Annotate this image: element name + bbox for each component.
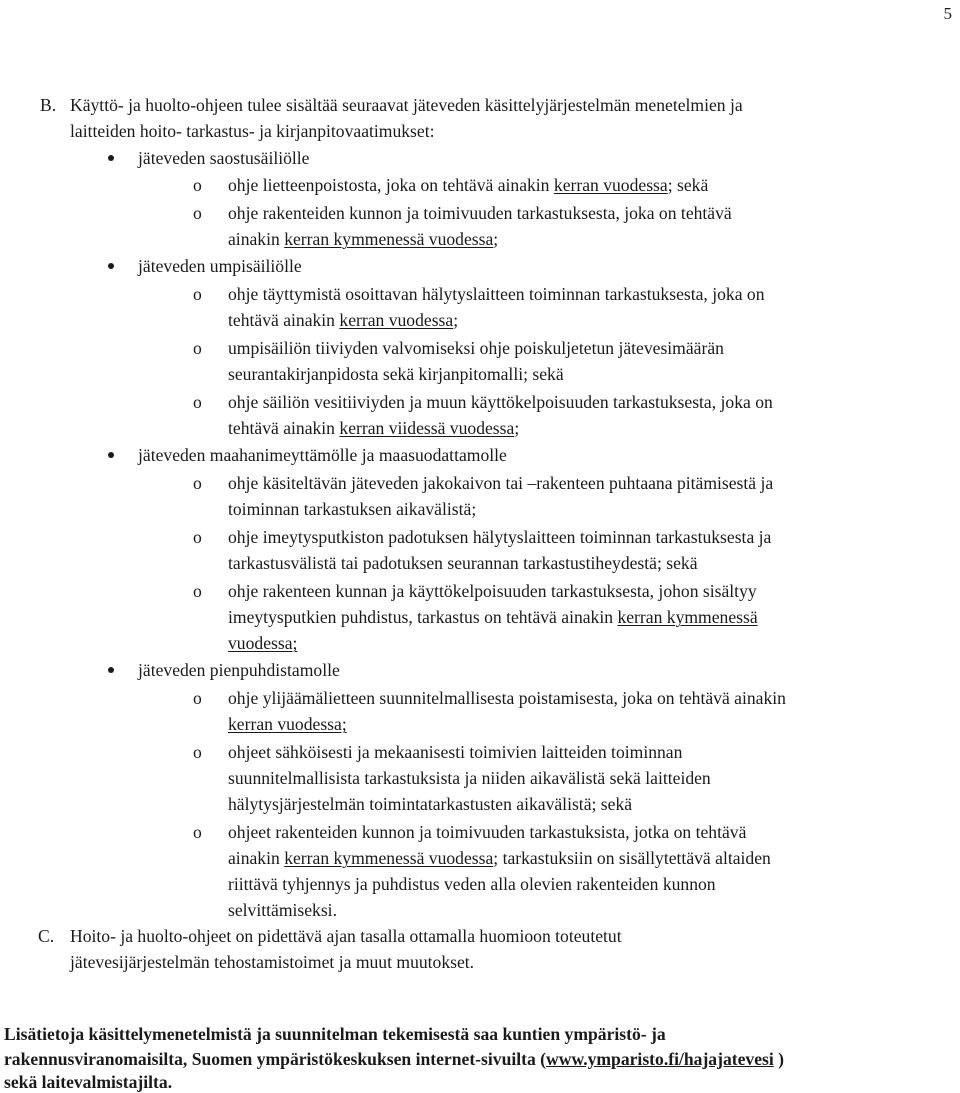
circle-bullet-icon: o [193, 742, 202, 762]
text: ; [453, 310, 459, 330]
circle-bullet-icon: o [193, 473, 202, 493]
group3-title: jäteveden maahanimeyttämölle ja maasuodattamolle [138, 445, 507, 465]
text: ainakin [228, 848, 285, 868]
g2-item2-line1: umpisäiliön tiiviyden valvomiseksi ohje poiskuljetetun jätevesimäärän [228, 338, 724, 358]
text: ainakin [228, 229, 285, 249]
g4-item3-line4: selvittämiseksi. [228, 900, 337, 920]
g4-item1-line1: ohje ylijäämälietteen suunnitelmallisesta poistamisesta, joka on tehtävä ainakin [228, 688, 786, 708]
text: tehtävä ainakin [228, 418, 340, 438]
g2-item2-line2: seurantakirjanpidosta sekä kirjanpitomalli; sekä [228, 364, 564, 384]
text: rakennusviranomaisilta, Suomen ympäristökeskuksen internet-sivuilta ( [4, 1049, 547, 1069]
g4-item1-line2 [228, 713, 347, 735]
circle-bullet-icon: o [193, 338, 202, 358]
bullet-icon [108, 263, 114, 269]
underlined-text: kerran vuodessa [553, 175, 668, 195]
circle-bullet-icon: o [193, 284, 202, 304]
g2-item1-line2 [228, 309, 458, 331]
text: imeytysputkien puhdistus, tarkastus on tehtävä ainakin [228, 607, 618, 627]
circle-bullet-icon: o [193, 392, 202, 412]
circle-bullet-icon: o [193, 203, 202, 223]
g4-item3-line1: ohjeet rakenteiden kunnon ja toimivuuden tarkastuksista, jotka on tehtävä [228, 822, 747, 842]
circle-bullet-icon: o [193, 822, 202, 842]
circle-bullet-icon: o [193, 688, 202, 708]
group1-title: jäteveden saostusäiliölle [138, 148, 310, 168]
section-b-intro-line2: laitteiden hoito- tarkastus- ja kirjanpitovaatimukset: [70, 121, 435, 141]
bullet-icon [108, 667, 114, 673]
circle-bullet-icon: o [193, 581, 202, 601]
g3-item2-line1: ohje imeytysputkiston padotuksen hälytyslaitteen toiminnan tarkastuksesta ja [228, 527, 772, 547]
text: tehtävä ainakin [228, 310, 340, 330]
section-b-label: B. [40, 95, 57, 115]
underlined-text: kerran kymmenessä [617, 607, 758, 627]
g3-item3-line1: ohje rakenteen kunnan ja käyttökelpoisuuden tarkastuksesta, johon sisältyy [228, 581, 757, 601]
g4-item2-line3: hälytysjärjestelmän toimintatarkastusten aikavälistä; sekä [228, 794, 633, 814]
section-c-line1: Hoito- ja huolto-ohjeet on pidettävä ajan tasalla ottamalla huomioon toteutetut [70, 926, 622, 946]
g3-item3-line3 [228, 632, 297, 654]
g3-item1-line1: ohje käsiteltävän jäteveden jakokaivon tai –rakenteen puhtaana pitämisestä ja [228, 473, 774, 493]
underlined-text: kerran kymmenessä vuodessa [284, 848, 494, 868]
section-c-line2: jätevesijärjestelmän tehostamistoimet ja muut muutokset. [70, 952, 475, 972]
g3-item1-line2: toiminnan tarkastuksen aikavälistä; [228, 499, 477, 519]
g4-item3-line2 [228, 847, 771, 869]
footer-line1: Lisätietoja käsittelymenetelmistä ja suunnitelman tekemisestä saa kuntien ympäristö- ja [4, 1024, 666, 1044]
g4-item2-line1: ohjeet sähköisesti ja mekaanisesti toimivien laitteiden toiminnan [228, 742, 683, 762]
g1-item2-line1: ohje rakenteiden kunnon ja toimivuuden tarkastuksesta, joka on tehtävä [228, 203, 732, 223]
bullet-icon [108, 452, 114, 458]
underlined-text: kerran kymmenessä vuodessa [284, 229, 494, 249]
g1-item2-line2 [228, 228, 498, 250]
ymparisto-link[interactable]: www.ymparisto.fi/hajajatevesi [546, 1049, 774, 1069]
section-b-intro-line1: Käyttö- ja huolto-ohjeen tulee sisältää seuraavat jäteveden käsittelyjärjestelmän menetelmien ja [70, 95, 743, 115]
section-c-label: C. [38, 926, 55, 946]
text: ) [773, 1049, 785, 1069]
g1-item1-line1 [228, 174, 708, 196]
underlined-text: kerran vuodessa; [228, 714, 347, 734]
text: ; sekä [667, 175, 709, 195]
text: ; [493, 229, 499, 249]
text: ohje lietteenpoistosta, joka on tehtävä ainakin [228, 175, 554, 195]
g4-item2-line2: suunnitelmallisista tarkastuksista ja niiden aikavälistä sekä laitteiden [228, 768, 711, 788]
footer-line3: sekä laitevalmistajilta. [4, 1072, 173, 1092]
g2-item3-line1: ohje säiliön vesitiiviyden ja muun käyttökelpoisuuden tarkastuksesta, joka on [228, 392, 773, 412]
underlined-text: kerran vuodessa [339, 310, 454, 330]
bullet-icon [108, 155, 114, 161]
text: ; tarkastuksiin on sisällytettävä altaiden [493, 848, 771, 868]
underlined-text: kerran viidessä vuodessa [339, 418, 515, 438]
text: ; [514, 418, 520, 438]
footer-line2 [4, 1048, 784, 1070]
page-number: 5 [943, 4, 952, 23]
group4-title: jäteveden pienpuhdistamolle [138, 660, 340, 680]
group2-title: jäteveden umpisäiliölle [138, 256, 302, 276]
g4-item3-line3: riittävä tyhjennys ja puhdistus veden alla olevien rakenteiden kunnon [228, 874, 716, 894]
g3-item2-line2: tarkastusvälistä tai padotuksen seurannan tarkastustiheydestä; sekä [228, 553, 698, 573]
circle-bullet-icon: o [193, 175, 202, 195]
circle-bullet-icon: o [193, 527, 202, 547]
g2-item3-line2 [228, 417, 519, 439]
g3-item3-line2 [228, 606, 758, 628]
underlined-text: vuodessa; [228, 633, 298, 653]
g2-item1-line1: ohje täyttymistä osoittavan hälytyslaitteen toiminnan tarkastuksesta, joka on [228, 284, 765, 304]
